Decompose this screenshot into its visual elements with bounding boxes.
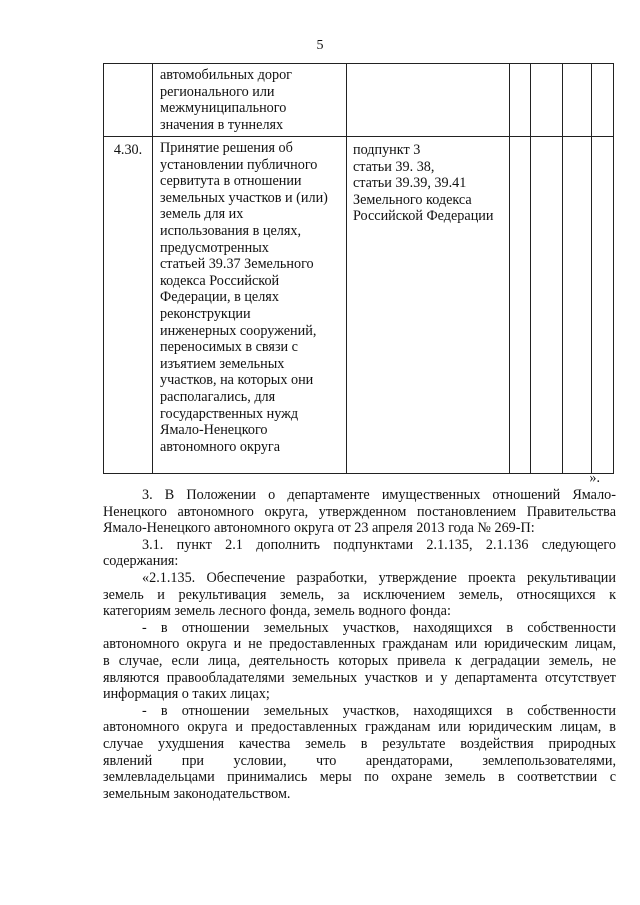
text-line: автономного округа [160, 438, 281, 455]
text-line: Ямало-Ненецкого [160, 422, 268, 439]
text-line: значения в туннелях [160, 116, 284, 133]
paragraph-line: случае ухудшения качества земель в результате воздействия природных [103, 735, 616, 752]
text-line: располагались, для [160, 388, 276, 405]
text-line: установлении публичного [160, 156, 318, 173]
basis-line: Земельного кодекса [353, 191, 472, 208]
text-line: регионального или [160, 83, 275, 100]
row-basis-cell [347, 64, 510, 137]
row-number-cell [104, 64, 153, 137]
paragraph-line: землевладельцами принимались меры по охране земель в соответствии с [103, 769, 616, 786]
competence-table [103, 63, 614, 474]
paragraph-line: - в отношении земельных участков, находящихся в собственности [142, 702, 616, 719]
text-line: межмуниципального [160, 100, 287, 117]
empty-cell [563, 64, 592, 137]
basis-line: статьи 39. 38, [353, 158, 435, 175]
paragraph-line: в случае, если лица, деятельность которых привела к деградации земель, не [103, 652, 616, 669]
text-line: переносимых в связи с [160, 339, 298, 356]
paragraph-line: «2.1.135. Обеспечение разработки, утверждение проекта рекультивации [142, 569, 616, 586]
paragraph-3-1 [103, 537, 616, 570]
text-line: Принятие решения об [160, 140, 293, 156]
paragraph-2-1-135 [103, 570, 616, 620]
paragraph-line: информация о таких лицах; [103, 686, 270, 703]
table-row [104, 64, 614, 137]
paragraph-line: 3. В Положении о департаменте имущественных отношений Ямало- [142, 487, 616, 503]
paragraph-line: категориям земель лесного фонда, земель водного фонда: [103, 603, 451, 620]
empty-cell [531, 137, 563, 474]
text-line: реконструкции [160, 305, 251, 322]
paragraph-line: Ненецкого автономного округа, утвержденном постановлением Правительства [103, 503, 616, 520]
empty-cell [563, 137, 592, 474]
paragraph-line: явлений при условии, что арендаторами, землепользователями, [103, 752, 616, 769]
basis-line: подпункт 3 [353, 142, 421, 158]
text-line: предусмотренных [160, 239, 269, 256]
text-line: статьей 39.37 Земельного [160, 256, 314, 273]
row-text-cell [153, 64, 347, 137]
basis-line: Российской Федерации [353, 208, 494, 225]
text-line: автомобильных дорог [160, 67, 292, 83]
document-body [103, 487, 616, 802]
table-closing-quote: ». [589, 470, 600, 486]
empty-cell [531, 64, 563, 137]
empty-cell [510, 64, 531, 137]
empty-cell [592, 64, 614, 137]
text-line: земель для их [160, 206, 244, 223]
paragraph-line: Ямало-Ненецкого автономного округа от 23 апреля 2013 года № 269-П: [103, 520, 535, 537]
text-line: использования в целях, [160, 222, 302, 239]
page-number: 5 [316, 38, 324, 53]
paragraph-3 [103, 487, 616, 537]
text-line: кодекса Российской [160, 272, 280, 289]
text-line: инженерных сооружений, [160, 322, 317, 339]
paragraph-line: являются правообладателями земельных участков и у департамента отсутствует [103, 669, 616, 686]
row-text-cell [153, 137, 347, 474]
table-row [104, 137, 614, 474]
paragraph-dash-2 [103, 703, 616, 803]
text-line: земельных участков и (или) [160, 189, 328, 206]
text-line: изъятием земельных [160, 355, 285, 372]
paragraph-line: автономного округа и не предоставленных гражданам или юридическим лицам, [103, 636, 616, 653]
paragraph-line: содержания: [103, 553, 179, 570]
row-basis-cell [347, 137, 510, 474]
text-line: Федерации, в целях [160, 289, 279, 306]
paragraph-line: автономного округа и предоставленных гражданам или юридическим лицам, в [103, 719, 616, 736]
text-line: участков, на которых они [160, 372, 314, 389]
empty-cell [592, 137, 614, 474]
row-number-cell: 4.30. [104, 137, 153, 474]
paragraph-line: - в отношении земельных участков, находящихся в собственности [142, 619, 616, 636]
paragraph-line: 3.1. пункт 2.1 дополнить подпунктами 2.1.135, 2.1.136 следующего [142, 536, 616, 553]
empty-cell [510, 137, 531, 474]
paragraph-line: земельным законодательством. [103, 785, 291, 802]
text-line: сервитута в отношении [160, 173, 302, 190]
text-line: государственных нужд [160, 405, 299, 422]
basis-line: статьи 39.39, 39.41 [353, 175, 467, 192]
paragraph-line: земель и рекультивация земель, за исключением земель, относящихся к [103, 586, 616, 603]
paragraph-dash-1 [103, 620, 616, 703]
